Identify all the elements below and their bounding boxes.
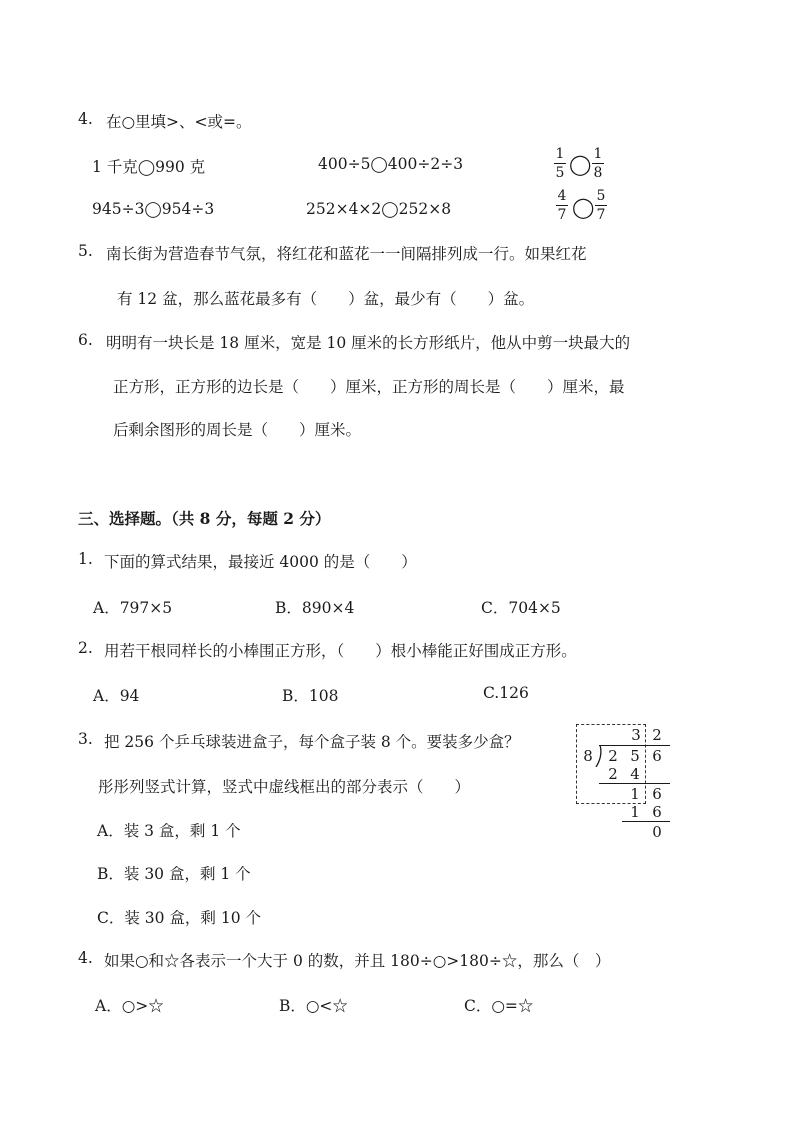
- fraction-bar: [556, 205, 568, 206]
- fraction-bar: [592, 163, 604, 164]
- s3-q3-option-a: A．装 3 盒，剩 1 个: [97, 822, 241, 840]
- s3-q4-option-c: C．○=☆: [464, 997, 534, 1015]
- subtract-line: [599, 783, 670, 784]
- q4-fraction-right-1: [592, 146, 604, 181]
- s3-q2-number: 2.: [78, 639, 93, 657]
- denominator: 7: [557, 207, 567, 223]
- denominator: 8: [593, 165, 603, 181]
- subtract-line: [622, 821, 670, 822]
- s3-q1-option-b: B．890×4: [275, 599, 355, 617]
- compare-circle: ◯: [569, 152, 592, 176]
- q6-line2: 正方形，正方形的边长是（ ）厘米，正方形的周长是（ ）厘米，最: [113, 378, 625, 396]
- section3-title: 三、选择题。（共 8 分，每题 2 分）: [78, 509, 331, 528]
- final-remainder: 0: [652, 823, 662, 841]
- q4-number: 4.: [78, 110, 93, 128]
- dividend-digit: 2: [608, 747, 618, 765]
- q4-row1-a: 1 千克◯990 克: [92, 158, 206, 176]
- q4-row2-b: 252×4×2◯252×8: [306, 200, 452, 218]
- s3-q4-option-a: A．○>☆: [95, 997, 164, 1015]
- s3-q3-option-c: C．装 30 盒，剩 10 个: [97, 909, 262, 927]
- division-bar: [599, 745, 670, 746]
- s3-q1-option-c: C．704×5: [481, 599, 561, 617]
- remainder-digit: 1: [630, 785, 640, 803]
- q4-fraction-right-2: [595, 188, 607, 223]
- s3-q1-text: 下面的算式结果，最接近 4000 的是（ ）: [104, 553, 417, 571]
- s3-q4-text: 如果○和☆各表示一个大于 0 的数，并且 180÷○>180÷☆，那么（ ）: [104, 952, 611, 970]
- s3-q4-option-b: B．○<☆: [279, 997, 348, 1015]
- dividend-digit: 6: [652, 747, 662, 765]
- fraction-bar: [595, 205, 607, 206]
- s3-q1-number: 1.: [78, 550, 93, 568]
- subtract-digit: 2: [608, 765, 618, 783]
- q5-number: 5.: [78, 242, 93, 260]
- numerator: 5: [596, 188, 606, 204]
- numerator: 1: [593, 146, 603, 162]
- quotient-digit: 2: [652, 726, 662, 744]
- q4-row2-a: 945÷3◯954÷3: [92, 200, 215, 218]
- s3-q4-number: 4.: [78, 949, 93, 967]
- denominator: 5: [555, 165, 565, 181]
- dividend-digit: 5: [630, 747, 640, 765]
- remainder-digit: 6: [652, 785, 662, 803]
- q6-line3: 后剩余图形的周长是（ ）厘米。: [113, 421, 362, 439]
- s3-q2-option-c: C.126: [483, 684, 529, 702]
- s3-q2-option-b: B．108: [282, 687, 339, 705]
- q4-row1-b: 400÷5◯400÷2÷3: [318, 155, 464, 173]
- s3-q3-number: 3.: [78, 730, 93, 748]
- s3-q2-option-a: A．94: [93, 687, 140, 705]
- divisor: 8: [583, 747, 593, 765]
- subtract-digit: 4: [630, 765, 640, 783]
- q4-fraction-left-2: [556, 188, 568, 223]
- fraction-bar: [554, 163, 566, 164]
- numerator: 4: [557, 188, 567, 204]
- q4-fraction-left-1: [554, 146, 566, 181]
- q6-line1: 明明有一块长是 18 厘米，宽是 10 厘米的长方形纸片，他从中剪一块最大的: [106, 334, 631, 352]
- q6-number: 6.: [78, 331, 93, 349]
- s3-q3-line2: 彤彤列竖式计算，竖式中虚线框出的部分表示（ ）: [98, 778, 471, 796]
- quotient-digit: 3: [631, 726, 641, 744]
- q4-prompt: 在○里填>、<或=。: [106, 113, 252, 131]
- s3-q3-line1: 把 256 个乒乓球装进盒子，每个盒子装 8 个。要装多少盒？: [104, 733, 520, 751]
- denominator: 7: [596, 207, 606, 223]
- numerator: 1: [555, 146, 565, 162]
- s3-q1-option-a: A．797×5: [93, 599, 173, 617]
- s3-q2-text: 用若干根同样长的小棒围正方形，（ ）根小棒能正好围成正方形。: [104, 642, 577, 660]
- subtract-digit: 1: [630, 803, 640, 821]
- q5-line1: 南长街为营造春节气氛，将红花和蓝花一一间隔排列成一行。如果红花: [106, 245, 587, 263]
- q5-line2: 有 12 盆，那么蓝花最多有（ ）盆，最少有（ ）盆。: [117, 290, 535, 308]
- compare-circle: ◯: [572, 195, 595, 219]
- subtract-digit: 6: [652, 803, 662, 821]
- s3-q3-option-b: B．装 30 盒，剩 1 个: [97, 865, 251, 883]
